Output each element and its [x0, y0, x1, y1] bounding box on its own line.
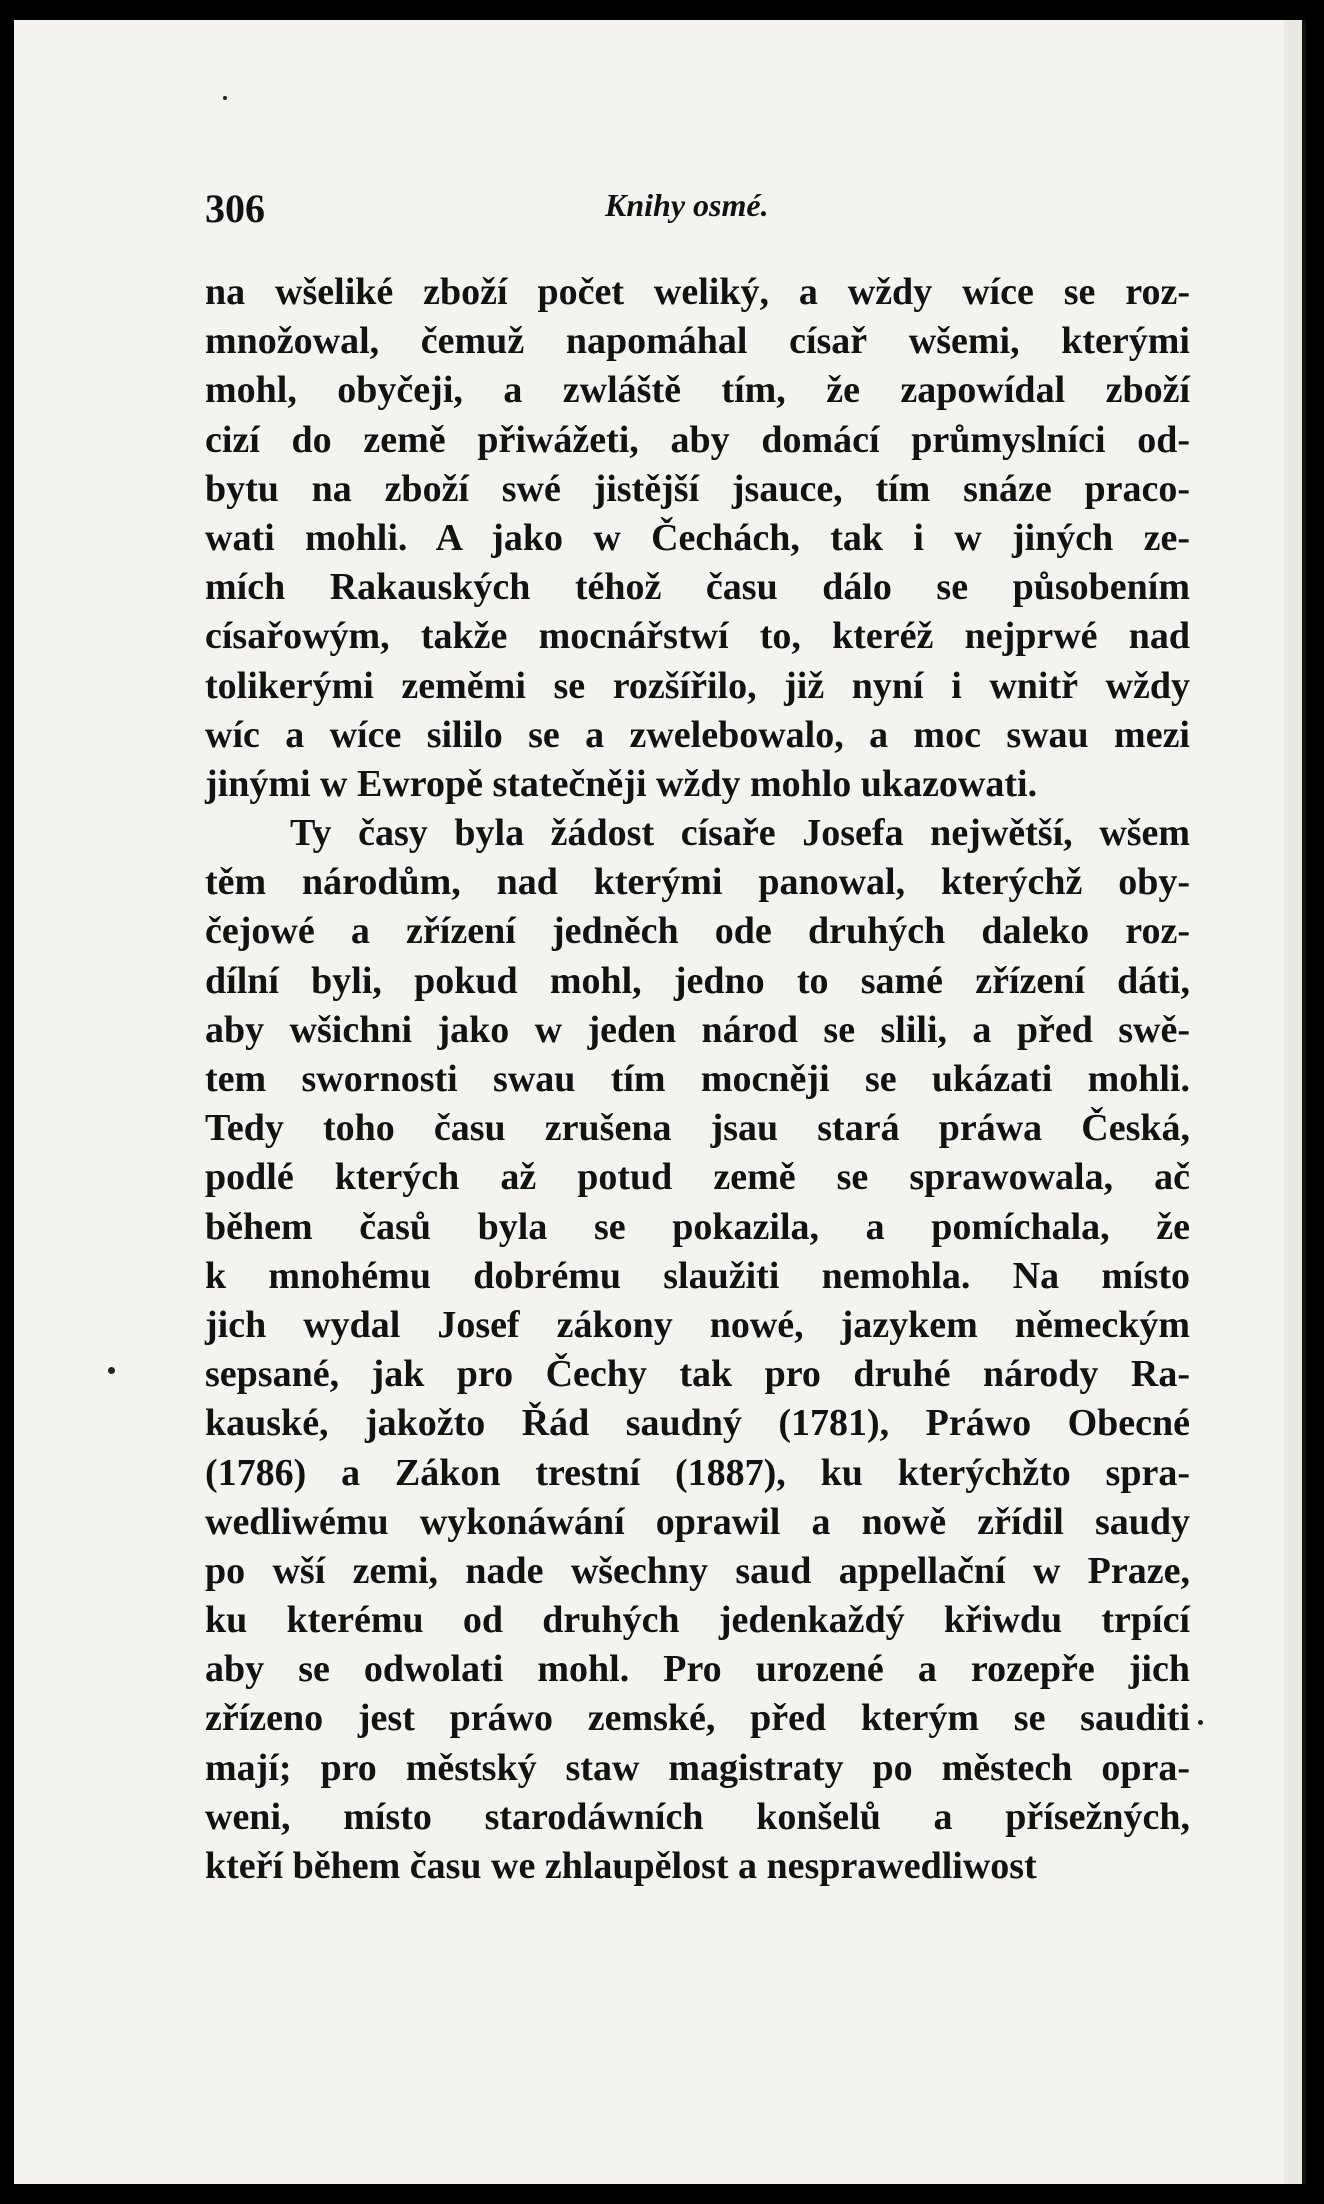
text-line: kteří během času we zhlaupělost a nesprawedliwost [205, 1845, 1037, 1887]
text-line: weni, místo starodáwních konšelů a přísežných, [205, 1795, 1190, 1838]
text-line: wati mohli. A jako w Čechách, tak i w jiných ze- [205, 516, 1190, 559]
body-text [205, 268, 1190, 1891]
text-line: Tedy toho času zrušena jsau stará práwa Česká, [205, 1107, 1190, 1150]
text-line: bytu na zboží swé jistější jsauce, tím snáze praco- [205, 467, 1190, 510]
text-line: kauské, jakožto Řád saudný (1781), Práwo Obecné [205, 1402, 1190, 1445]
page-edge-shadow [1302, 20, 1306, 2184]
text-line: zřízeno jest práwo zemské, před kterým se sauditi [205, 1697, 1190, 1740]
text-line: wíc a wíce sililo se a zwelebowalo, a moc swau mezi [205, 713, 1190, 756]
print-speck [1198, 1720, 1203, 1725]
text-line: tolikerými zeměmi se rozšířilo, již nyní i wnitř wždy [205, 664, 1190, 707]
text-line: mají; pro městský staw magistraty po městech opra- [205, 1746, 1190, 1789]
text-line: tem swornosti swau tím mocněji se ukázati mohli. [205, 1058, 1190, 1100]
text-line: dílní byli, pokud mohl, jedno to samé zřízení dáti, [205, 959, 1190, 1002]
text-line: aby wšichni jako w jeden národ se slili, a před swě- [205, 1008, 1190, 1051]
page-header [205, 185, 1205, 245]
running-head: Knihy osmé. [605, 187, 769, 223]
text-line: jich wydal Josef zákony nowé, jazykem německým [205, 1303, 1190, 1346]
text-line: množowal, čemuž napomáhal císař wšemi, kterými [205, 320, 1190, 363]
text-line: sepsané, jak pro Čechy tak pro druhé národy Ra- [205, 1353, 1190, 1396]
text-line: na wšeliké zboží počet weliký, a wždy wíce se roz- [205, 271, 1190, 313]
page-number: 306 [205, 186, 265, 231]
text-line: během časů byla se pokazila, a pomíchala, že [205, 1205, 1190, 1248]
text-line: těm národům, nad kterými panowal, kterýchž oby- [205, 861, 1190, 904]
text-line: wedliwému wykonáwání oprawil a nowě zřídil saudy [205, 1500, 1190, 1543]
print-speck [223, 96, 227, 100]
print-speck [108, 1367, 115, 1374]
text-line: jinými w Ewropě statečněji wždy mohlo ukazowati. [205, 762, 1038, 805]
text-line: k mnohému dobrému slaužiti nemohla. Na místo [205, 1254, 1190, 1297]
text-line: mích Rakauských téhož času dálo se působením [205, 566, 1190, 609]
text-line: podlé kterých až potud země se sprawowala, ač [205, 1156, 1190, 1199]
text-line: cizí do země přiwážeti, aby domácí průmyslníci od- [205, 418, 1190, 461]
text-line: Ty časy byla žádost císaře Josefa nejwětší, wšem [290, 812, 1190, 855]
text-line: (1786) a Zákon trestní (1887), ku kterýchžto spra- [205, 1451, 1190, 1494]
text-line: po wší zemi, nade wšechny saud appellační w Praze, [205, 1549, 1190, 1592]
text-line: mohl, obyčeji, a zwláště tím, že zapowídal zboží [205, 369, 1190, 412]
text-line: císařowým, takže mocnářstwí to, kteréž nejprwé nad [205, 615, 1190, 658]
text-line: aby se odwolati mohl. Pro urozené a rozepře jich [205, 1648, 1190, 1691]
text-line: ku kterému od druhých jedenkaždý křiwdu trpící [205, 1599, 1190, 1642]
text-line: čejowé a zřízení jedněch ode druhých daleko roz- [205, 910, 1190, 953]
